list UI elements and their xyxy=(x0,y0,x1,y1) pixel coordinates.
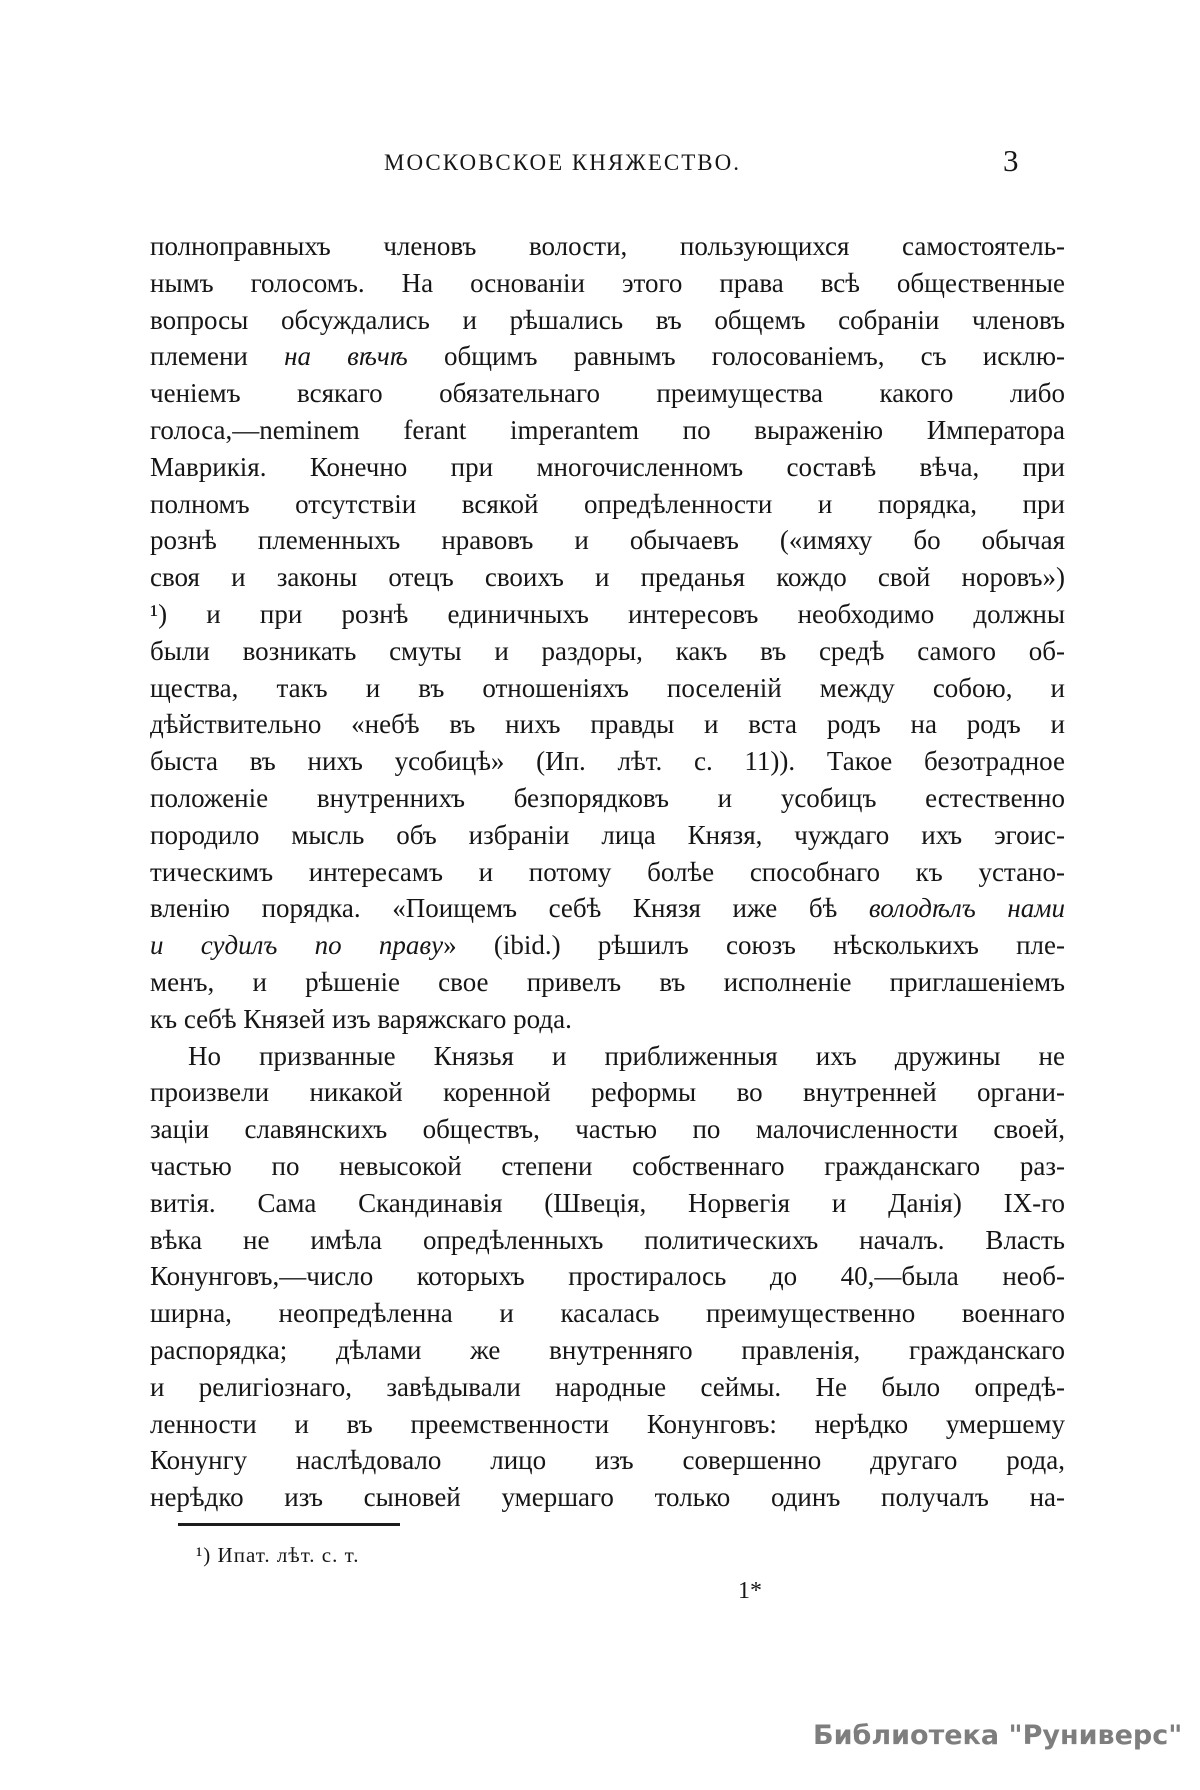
text-line: породило мысль объ избраніи лица Князя, чуждаго ихъ эгоис- xyxy=(150,819,1065,850)
text-line: произвели никакой коренной реформы во внутренней органи- xyxy=(150,1077,1065,1108)
text-line: витія. Сама Скандинавія (Швеція, Норвегія и Данія) IX-го xyxy=(150,1187,1065,1218)
watermark: Библиотека "Руниверс" xyxy=(813,1720,1183,1751)
text-line: заціи славянскихъ обществъ, частью по малочисленности своей, xyxy=(150,1114,1065,1145)
text-line: къ себѣ Князей изъ варяжскаго рода. xyxy=(150,1003,572,1034)
text-line: и религіознаго, завѣдывали народные сеймы. Не было опредѣ- xyxy=(150,1371,1065,1402)
text-line: ченіемъ всякаго обязательнаго преимущества какого либо xyxy=(150,378,1065,409)
text-line: нерѣдко изъ сыновей умершаго только одинъ получалъ на- xyxy=(150,1482,1065,1513)
text-line: были возникать смуты и раздоры, какъ въ средѣ самого об- xyxy=(150,635,1065,666)
signature-mark: 1* xyxy=(738,1578,762,1604)
footnote-separator xyxy=(178,1523,400,1526)
text-line: вѣка не имѣла опредѣленныхъ политическихъ началъ. Власть xyxy=(150,1224,1065,1255)
text-line: своя и законы отецъ своихъ и преданья кождо свой норовъ») xyxy=(150,562,1065,593)
text-line: полноправныхъ членовъ волости, пользующихся самостоятель- xyxy=(150,231,1065,261)
text-line: голоса,—neminem ferant imperantem по выраженію Императора xyxy=(150,414,1065,445)
text-line: менъ, и рѣшеніе свое привелъ въ исполненіе приглашеніемъ xyxy=(150,966,1065,997)
text-line: щества, такъ и въ отношеніяхъ поселеній между собою, и xyxy=(150,672,1065,703)
text-line: ленности и въ преемственности Конунговъ: нерѣдко умершему xyxy=(150,1408,1065,1439)
text-line: тическимъ интересамъ и потому болѣе способнаго къ устано- xyxy=(150,856,1065,887)
body-text xyxy=(150,228,1065,1516)
text-line: Конунговъ,—число которыхъ простиралось до 40,—была необ- xyxy=(150,1261,1065,1292)
text-line: нымъ голосомъ. На основаніи этого права всѣ общественные xyxy=(150,267,1065,298)
text-line: вопросы обсуждались и рѣшались въ общемъ собраніи членовъ xyxy=(150,304,1065,335)
footnote-text: ¹) Ипат. лѣт. с. т. xyxy=(196,1543,360,1567)
text-line: Маврикія. Конечно при многочисленномъ составѣ вѣча, при xyxy=(150,451,1065,482)
text-line: положеніе внутреннихъ безпорядковъ и усобицъ естественно xyxy=(150,782,1065,813)
text-line: частью по невысокой степени собственнаго гражданскаго раз- xyxy=(150,1150,1065,1181)
text-line: быста въ нихъ усобицѣ» (Ип. лѣт. с. 11)). Такое безотрадное xyxy=(150,746,1065,777)
text-line: Но призванные Князья и приближенныя ихъ дружины не xyxy=(188,1040,1065,1071)
text-line: полномъ отсутствіи всякой опредѣленности и порядка, при xyxy=(150,488,1065,519)
text-line: племени на вѣчѣ общимъ равнымъ голосованіемъ, съ исклю- xyxy=(150,341,1066,372)
text-line: вленію порядка. «Поищемъ себѣ Князя иже бѣ володѣлъ нами xyxy=(150,893,1065,924)
text-line: ¹) и при рознѣ единичныхъ интересовъ необходимо должны xyxy=(150,598,1065,629)
text-line: распорядка; дѣлами же внутренняго правленія, гражданскаго xyxy=(150,1334,1065,1365)
text-line: рознѣ племенныхъ нравовъ и обычаевъ («имяху бо обычая xyxy=(150,525,1065,556)
running-title: МОСКОВСКОЕ КНЯЖЕСТВО. xyxy=(384,150,741,175)
text-line: дѣйствительно «небѣ въ нихъ правды и вста родъ на родъ и xyxy=(150,709,1065,740)
text-line: Конунгу наслѣдовало лицо изъ совершенно другаго рода, xyxy=(150,1445,1065,1476)
page-number: 3 xyxy=(1003,143,1019,178)
text-line: ширна, неопредѣленна и касалась преимущественно военнаго xyxy=(150,1298,1065,1329)
text-line: и судилъ по праву» (ibid.) рѣшилъ союзъ нѣсколькихъ пле- xyxy=(150,930,1065,961)
